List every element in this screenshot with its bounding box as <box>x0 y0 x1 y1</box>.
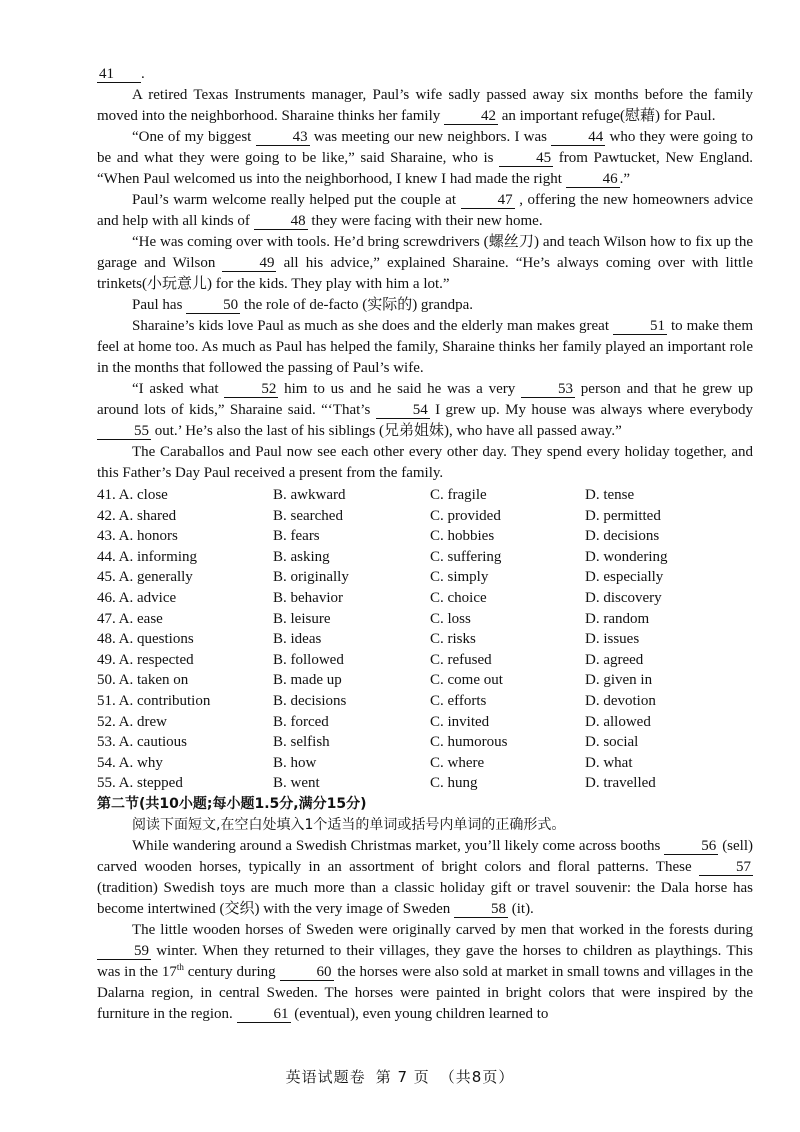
option-b: B. forced <box>273 713 329 730</box>
option-d: D. what <box>585 754 633 771</box>
option-c: C. fragile <box>430 487 487 503</box>
blank-57: 57 <box>699 859 753 876</box>
page-footer <box>0 1067 800 1088</box>
blank-53: 53 <box>521 381 575 398</box>
option-row <box>97 567 753 588</box>
option-d: D. devotion <box>585 692 656 709</box>
option-c: C. where <box>430 754 485 771</box>
option-d: D. wondering <box>585 548 668 565</box>
option-c: C. come out <box>430 672 503 689</box>
option-a: 55. A. stepped <box>97 775 183 792</box>
option-d: D. agreed <box>585 651 644 668</box>
option-a: 42. A. shared <box>97 507 177 524</box>
passage1-paragraph-3: Paul’s warm welcome really helped put the couple at 47 , offering the new homeowners advice and help with all kinds of 48 they were facing with their new home. <box>97 192 754 229</box>
blank-61: 61 <box>237 1006 291 1023</box>
option-b: B. decisions <box>273 692 347 709</box>
blank-45: 45 <box>499 150 553 167</box>
option-d: D. discovery <box>585 589 662 606</box>
blank-55: 55 <box>97 423 151 440</box>
option-row <box>97 506 753 527</box>
option-b: B. fears <box>273 528 320 545</box>
blank-43: 43 <box>256 129 310 146</box>
blank-54: 54 <box>376 402 430 419</box>
passage1-paragraph-7: “I asked what 52 him to us and he said he was a very 53 person and that he grew up around lots of kids,” Sharaine said. “‘That’s 54 I grew up. My house was always where everybody 55 out.’ He’s also the last of his siblings (兄弟姐妹), who have all passed away.” <box>97 381 753 439</box>
passage2-paragraph-1: While wandering around a Swedish Christmas market, you’ll likely come across booths 56 (sell) carved wooden horses, typically in an assortment of bright colors and floral patterns. These 57 (tradition) Swedish toys are much more than a classic holiday gift or travel souvenir: the Dala horse has become intertwined (交织) with the very image of Sweden 58 (it). <box>97 837 754 917</box>
option-a: 52. A. drew <box>97 713 167 730</box>
option-d: D. permitted <box>585 507 661 524</box>
blank-56: 56 <box>664 838 718 855</box>
option-c: C. invited <box>430 713 490 730</box>
blank-50: 50 <box>186 297 240 314</box>
passage1-paragraph-8: The Caraballos and Paul now see each other every other day. They spend every holiday together, and this Father’s Day Paul received a present from the family. <box>97 444 753 481</box>
option-b: B. how <box>273 754 317 771</box>
option-row <box>97 609 753 630</box>
passage1-paragraph-2: “One of my biggest 43 was meeting our new neighbors. I was 44 who they were going to be and what they were going to be like,” said Sharaine, who is 45 from Pawtucket, New England. “When Paul welcomed us into the neighborhood, I knew I had made the right 46 .” <box>97 129 754 187</box>
blank-51: 51 <box>613 318 667 335</box>
option-a: 43. A. honors <box>97 528 178 545</box>
option-b: B. went <box>273 775 320 792</box>
option-a: 53. A. cautious <box>97 734 187 751</box>
option-b: B. ideas <box>273 631 322 648</box>
option-row <box>97 712 753 733</box>
blank-58: 58 <box>454 901 508 918</box>
option-d: D. social <box>585 734 639 751</box>
option-a: 41. A. close <box>97 487 168 503</box>
blank-41: 41 <box>97 66 141 83</box>
option-row <box>97 650 753 671</box>
blank-52: 52 <box>224 381 278 398</box>
option-row <box>97 691 753 712</box>
option-a: 45. A. generally <box>97 569 193 586</box>
option-c: C. suffering <box>430 548 502 565</box>
option-row <box>97 732 753 753</box>
footer-total: （共8页） <box>439 1068 515 1086</box>
option-b: B. originally <box>273 569 349 586</box>
option-d: D. allowed <box>585 713 651 730</box>
blank-42: 42 <box>444 108 498 125</box>
option-a: 48. A. questions <box>97 631 194 648</box>
exam-page <box>97 64 753 1025</box>
option-a: 50. A. taken on <box>97 672 189 689</box>
option-b: B. followed <box>273 651 344 668</box>
option-c: C. refused <box>430 651 492 668</box>
option-b: B. asking <box>273 548 330 565</box>
option-a: 54. A. why <box>97 754 163 771</box>
option-c: C. hobbies <box>430 528 495 545</box>
blank-49: 49 <box>222 255 276 272</box>
blank-60: 60 <box>280 964 334 981</box>
option-a: 46. A. advice <box>97 589 177 606</box>
footer-title: 英语试题卷 <box>285 1068 366 1086</box>
options-table <box>97 485 753 794</box>
option-row <box>97 485 753 506</box>
blank-59: 59 <box>97 943 151 960</box>
option-c: C. hung <box>430 775 478 792</box>
blank-46: 46 <box>566 171 620 188</box>
option-c: C. choice <box>430 589 487 606</box>
option-b: B. behavior <box>273 589 343 606</box>
option-b: B. leisure <box>273 610 331 627</box>
option-row <box>97 629 753 650</box>
option-c: C. efforts <box>430 692 487 709</box>
option-c: C. humorous <box>430 734 508 751</box>
option-row <box>97 670 753 691</box>
option-row <box>97 547 753 568</box>
option-d: D. especially <box>585 569 664 586</box>
option-d: D. travelled <box>585 775 656 792</box>
blank-44: 44 <box>551 129 605 146</box>
passage1-paragraph-6: Sharaine’s kids love Paul as much as she does and the elderly man makes great 51 to make them feel at home too. As much as Paul has helped the family, Sharaine thinks her family played an important role in the months that followed the passing of Paul’s wife. <box>97 318 754 376</box>
footer-page: 第 7 页 <box>375 1068 430 1086</box>
option-d: D. issues <box>585 631 640 648</box>
option-c: C. simply <box>430 569 489 586</box>
blank-47: 47 <box>461 192 515 209</box>
option-a: 51. A. contribution <box>97 692 211 709</box>
option-b: B. searched <box>273 507 343 524</box>
option-d: D. given in <box>585 672 653 689</box>
option-d: D. decisions <box>585 528 660 545</box>
passage2-paragraph-2: The little wooden horses of Sweden were originally carved by men that worked in the forests during 59 winter. When they returned to their villages, they gave the horses to children as playthings. This was in the 17th century during 60 the horses were also sold at market in small towns and villages in the Dalarna region, in central Sweden. The horses were painted in bright colors that were inspired by the furniture in the region. 61 (eventual), even young children learned to <box>97 921 754 1022</box>
option-c: C. risks <box>430 631 476 648</box>
option-row <box>97 773 753 794</box>
option-a: 49. A. respected <box>97 651 194 668</box>
option-b: B. awkward <box>273 487 346 503</box>
option-d: D. random <box>585 610 650 627</box>
option-row <box>97 526 753 547</box>
option-row <box>97 753 753 774</box>
passage1-line-41: 41 . <box>99 66 145 82</box>
passage1-paragraph-5: Paul has 50 the role of de-facto (实际的) grandpa. <box>132 297 473 313</box>
option-c: C. loss <box>430 610 471 627</box>
option-a: 44. A. informing <box>97 548 197 565</box>
passage1-paragraph-4: “He was coming over with tools. He’d bring screwdrivers (螺丝刀) and teach Wilson how to fix up the garage and Wilson 49 all his advice,” explained Sharaine. “He’s always coming over with little trinkets(小玩意儿) for the kids. They play with him a lot.” <box>97 234 753 292</box>
passage1-paragraph-1: A retired Texas Instruments manager, Paul’s wife sadly passed away six months before the family moved into the neighborhood. Sharaine thinks her family 42 an important refuge(慰藉) for Paul. <box>97 87 753 124</box>
section2-heading: 第二节(共10小题;每小题1.5分,满分15分) <box>97 795 367 812</box>
option-c: C. provided <box>430 507 501 524</box>
option-b: B. made up <box>273 672 342 689</box>
blank-48: 48 <box>254 213 308 230</box>
option-b: B. selfish <box>273 734 330 751</box>
section2-instruction: 阅读下面短文,在空白处填入1个适当的单词或括号内单词的正确形式。 <box>132 816 566 833</box>
option-a: 47. A. ease <box>97 610 163 627</box>
option-row <box>97 588 753 609</box>
option-d: D. tense <box>585 487 635 503</box>
